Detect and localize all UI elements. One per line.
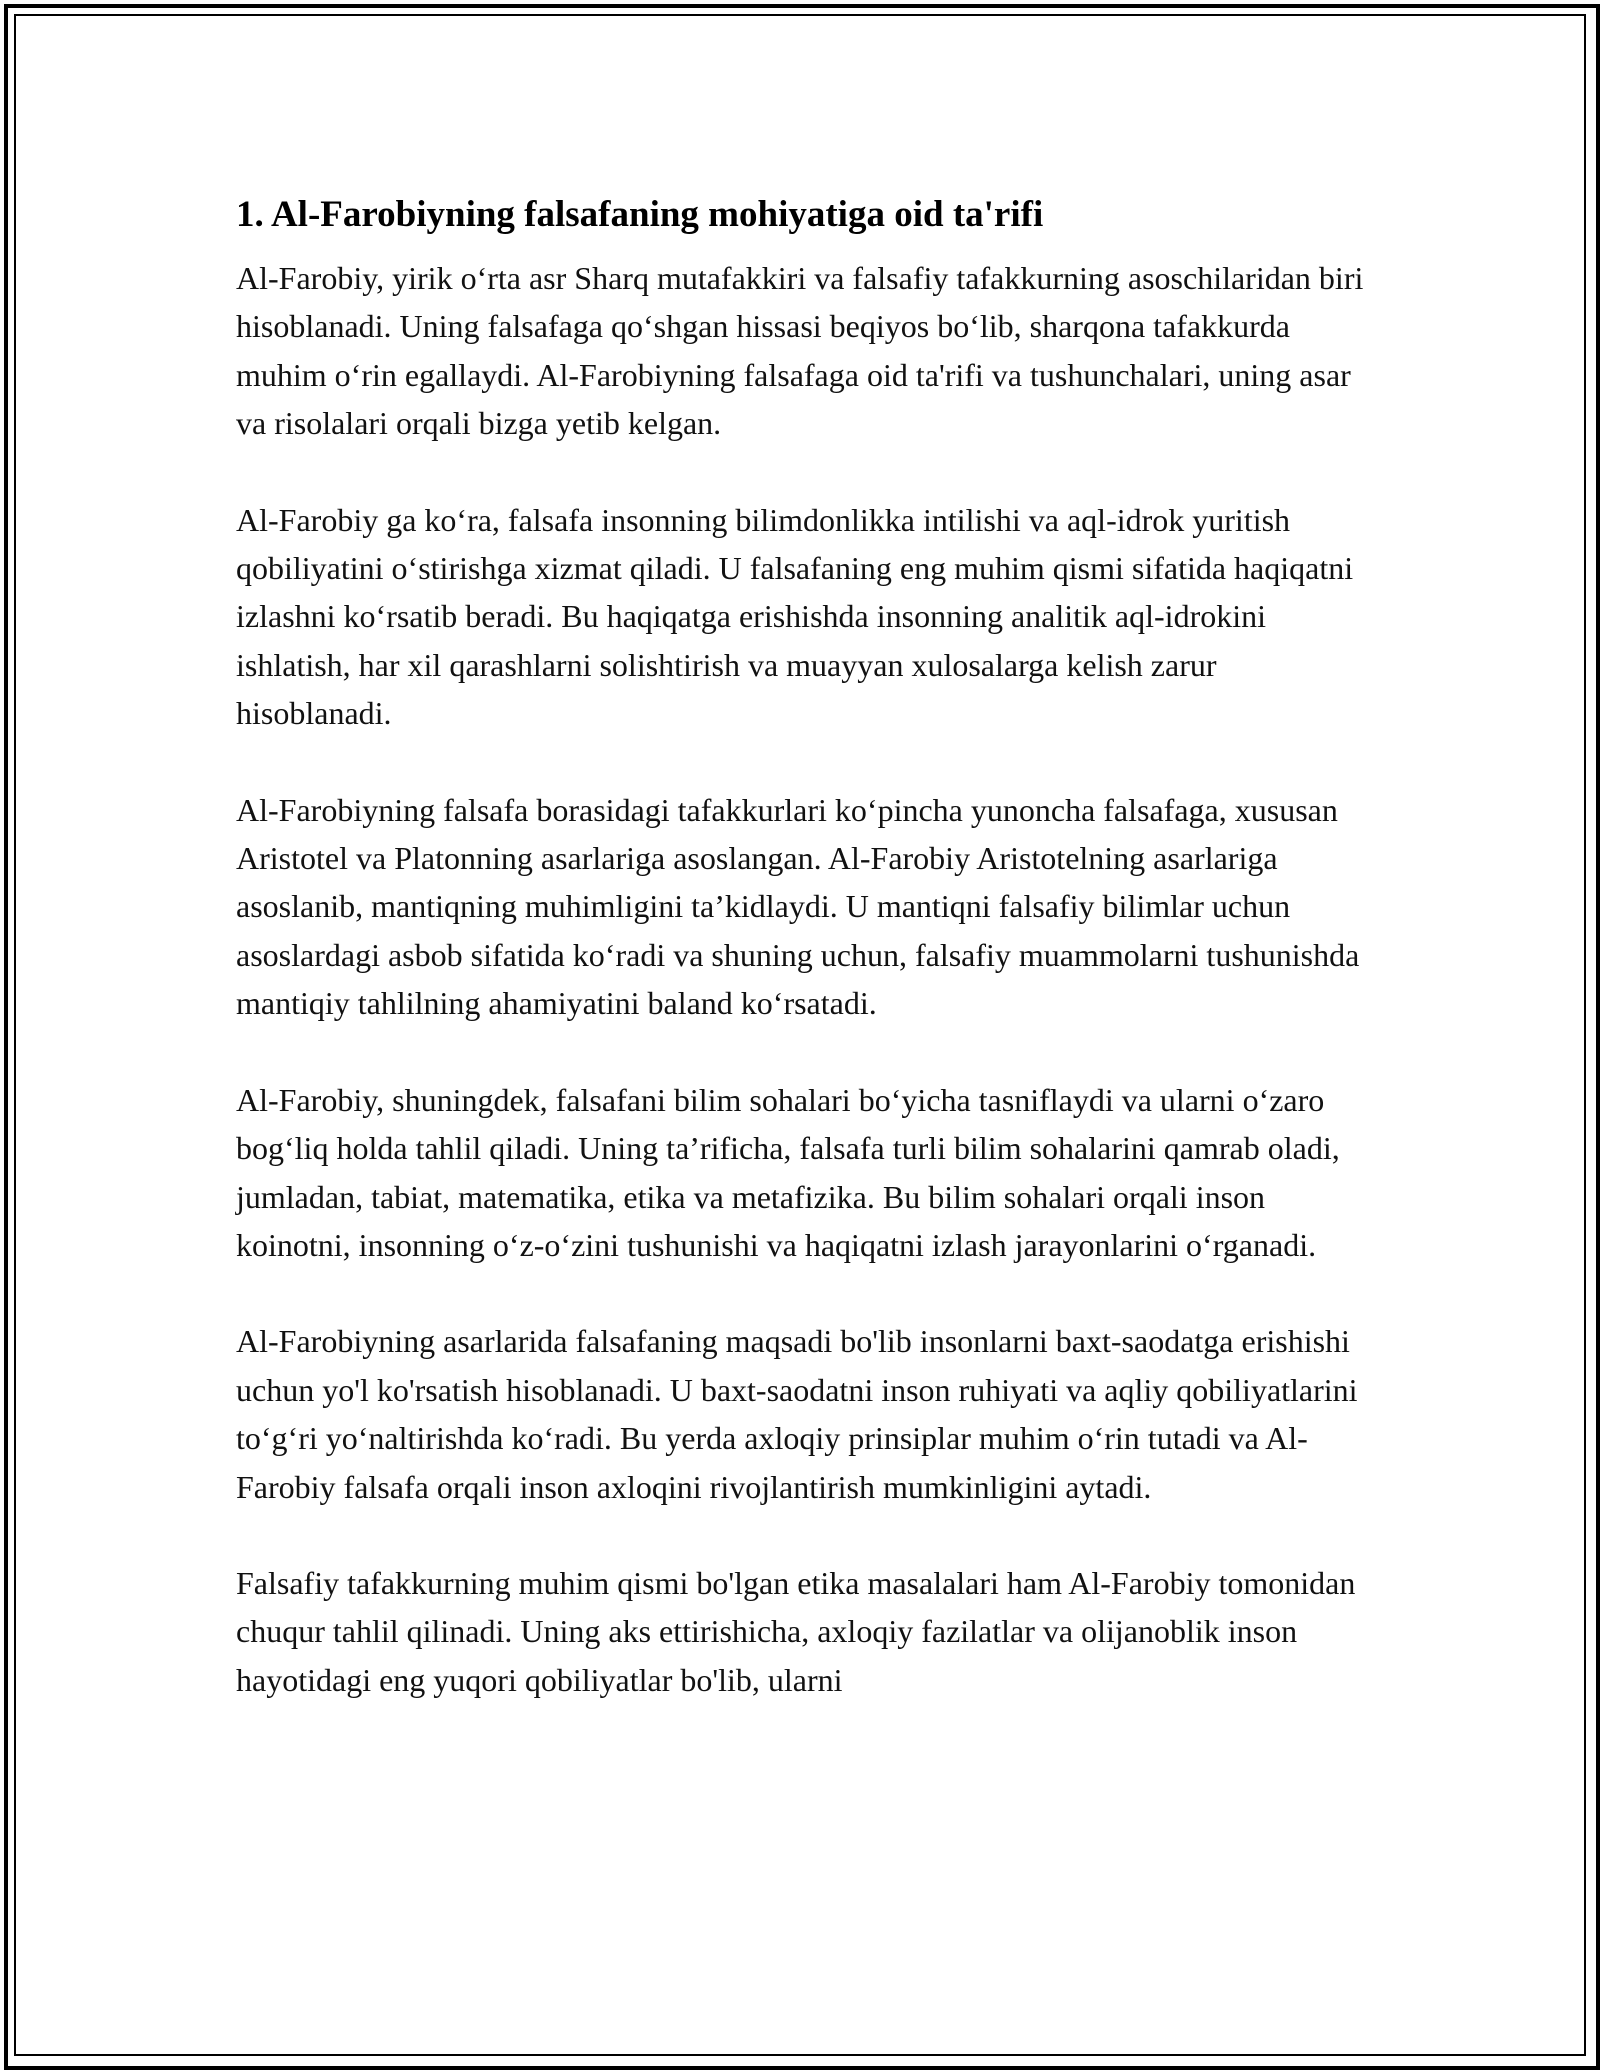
paragraph-1: Al-Farobiy, yirik o‘rta asr Sharq mutafakkiri va falsafiy tafakkurning asoschilaridan biri hisoblanadi. Uning falsafaga qo‘shgan hissasi beqiyos bo‘lib, sharqona tafakkurda muhim o‘rin egallaydi. Al-Farobiyning falsafaga oid ta'rifi va tushunchalari, uning asar va risolalari orqali bizga yetib kelgan.: [236, 260, 1364, 442]
document-body: [236, 190, 1371, 1704]
paragraph-3: Al-Farobiyning falsafa borasidagi tafakkurlari ko‘pincha yunoncha falsafaga, xususan Aristotel va Platonning asarlariga asoslangan. Al-Farobiy Aristotelning asarlariga asoslanib, mantiqning muhimligini ta’kidlaydi. U mantiqni falsafiy bilimlar uchun asoslardagi asbob sifatida ko‘radi va shuning uchun, falsafiy muammolarni tushunishda mantiqiy tahlilning ahamiyatini baland ko‘rsatadi.: [236, 791, 1360, 1022]
paragraph-4: Al-Farobiy, shuningdek, falsafani bilim sohalari bo‘yicha tasniflaydi va ularni o‘zaro bog‘liq holda tahlil qiladi. Uning ta’rificha, falsafa turli bilim sohalarini qamrab oladi, jumladan, tabiat, matematika, etika va metafizika. Bu bilim sohalari orqali inson koinotni, insonning o‘z-o‘zini tushunishi va haqiqatni izlash jarayonlarini o‘rganadi.: [236, 1081, 1340, 1263]
paragraph-2: Al-Farobiy ga ko‘ra, falsafa insonning bilimdonlikka intilishi va aql-idrok yuritish qobiliyatini o‘stirishga xizmat qiladi. U falsafaning eng muhim qismi sifatida haqiqatni izlashni ko‘rsatib beradi. Bu haqiqatga erishishda insonning analitik aql-idrokini ishlatish, har xil qarashlarni solishtirish va muayyan xulosalarga kelish zarur hisoblanadi.: [236, 501, 1354, 732]
section-heading: 1. Al-Farobiyning falsafaning mohiyatiga oid ta'rifi: [236, 194, 1044, 235]
paragraph-6: Falsafiy tafakkurning muhim qismi bo'lgan etika masalalari ham Al-Farobiy tomonidan chuqur tahlil qilinadi. Uning aks ettirishicha, axloqiy fazilatlar va olijanoblik inson hayotidagi eng yuqori qobiliyatlar bo'lib, ularni: [236, 1564, 1356, 1698]
paragraph-5: Al-Farobiyning asarlarida falsafaning maqsadi bo'lib insonlarni baxt-saodatga erishishi uchun yo'l ko'rsatish hisoblanadi. U baxt-saodatni inson ruhiyati va aqliy qobiliyatlarini to‘g‘ri yo‘naltirishda ko‘radi. Bu yerda axloqiy prinsiplar muhim o‘rin tutadi va Al-Farobiy falsafa orqali inson axloqini rivojlantirish mumkinligini aytadi.: [236, 1323, 1358, 1505]
